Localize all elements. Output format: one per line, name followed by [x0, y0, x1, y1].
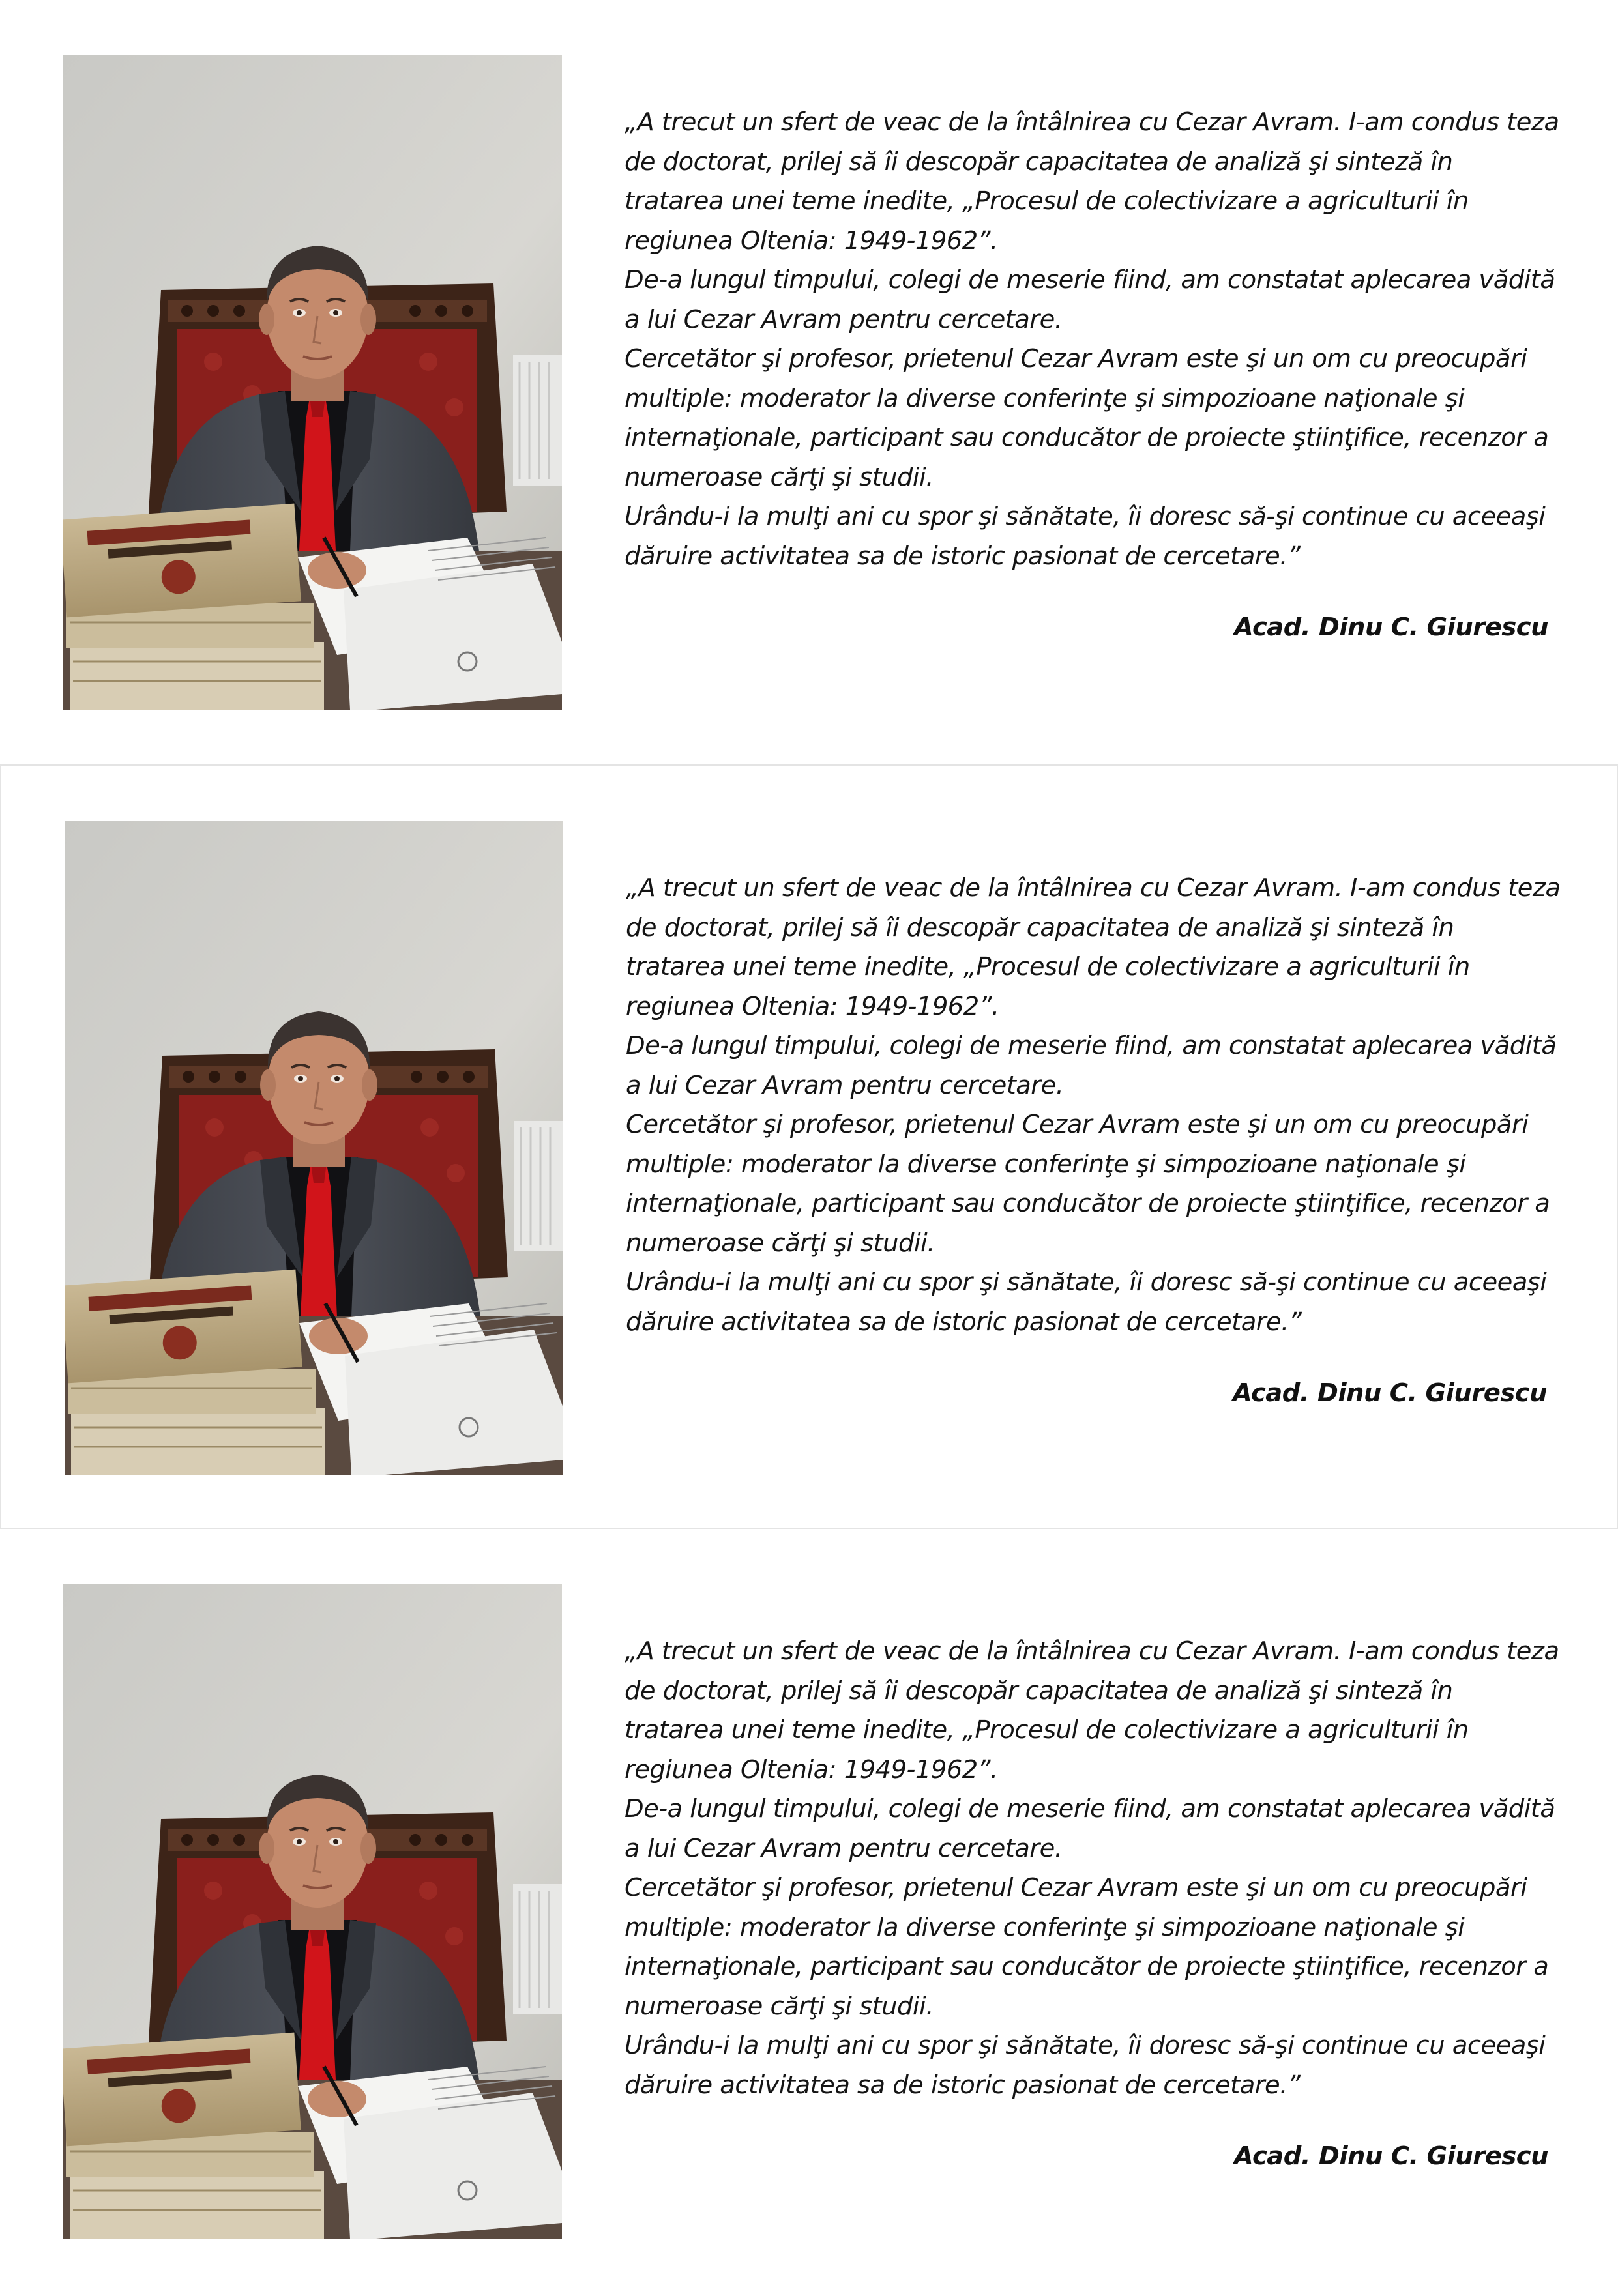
quote-line: multiple: moderator la diverse conferinţe şi simpozioane naţionale şi [626, 1149, 1466, 1179]
quote-card-1 [0, 0, 1618, 764]
quote-line: numeroase cărţi şi studii. [626, 1228, 935, 1258]
quote-line: internaţionale, participant sau conducător de proiecte ştiinţifice, recenzor a [625, 423, 1549, 452]
quote-card-3 [0, 1529, 1618, 2293]
quote-line: tratarea unei teme inedite, „Procesul de colectivizare a agriculturii în [625, 186, 1469, 216]
quote-line: a lui Cezar Avram pentru cercetare. [626, 1070, 1064, 1100]
quote-line: „A trecut un sfert de veac de la întâlnirea cu Cezar Avram. I-am condus teza [625, 1636, 1559, 1666]
quote-line: numeroase cărţi şi studii. [625, 462, 934, 492]
quote-line: a lui Cezar Avram pentru cercetare. [625, 304, 1063, 334]
portrait-photo [65, 821, 563, 1475]
quote-line: internaţionale, participant sau conducător de proiecte ştiinţifice, recenzor a [625, 1952, 1549, 1981]
quote-line: Cercetător şi profesor, prietenul Cezar Avram este şi un om cu preocupări [625, 1873, 1527, 1902]
quote-line: „A trecut un sfert de veac de la întâlnirea cu Cezar Avram. I-am condus teza [626, 873, 1561, 903]
quote-line: regiunea Oltenia: 1949-1962”. [625, 225, 998, 255]
quote-text [625, 103, 1559, 576]
quote-line: multiple: moderator la diverse conferinţe şi simpozioane naţionale şi [625, 383, 1465, 413]
quote-line: tratarea unei teme inedite, „Procesul de colectivizare a agriculturii în [626, 952, 1470, 981]
quote-line: Cercetător şi profesor, prietenul Cezar Avram este şi un om cu preocupări [626, 1110, 1529, 1139]
quote-line: Urându-i la mulţi ani cu spor şi sănătate, îi doresc să-şi continue cu aceeaşi [625, 2031, 1546, 2060]
quote-line: „A trecut un sfert de veac de la întâlnirea cu Cezar Avram. I-am condus teza [625, 108, 1559, 137]
quote-line: tratarea unei teme inedite, „Procesul de colectivizare a agriculturii în [625, 1715, 1469, 1745]
quote-line: Urându-i la mulţi ani cu spor şi sănătate, îi doresc să-şi continue cu aceeaşi [625, 502, 1546, 531]
quote-author: Acad. Dinu C. Giurescu [1232, 1378, 1547, 1408]
quote-line: dăruire activitatea sa de istoric pasionat de cercetare.” [625, 2070, 1301, 2100]
portrait-photo [63, 1584, 562, 2239]
quote-line: numeroase cărţi şi studii. [625, 1991, 934, 2021]
portrait-image [63, 55, 562, 710]
quote-text [625, 1632, 1559, 2105]
quote-line: de doctorat, prilej să îi descopăr capacitatea de analiză şi sinteză în [625, 147, 1453, 177]
quote-line: de doctorat, prilej să îi descopăr capacitatea de analiză şi sinteză în [626, 912, 1454, 942]
quote-line: regiunea Oltenia: 1949-1962”. [626, 991, 999, 1021]
quote-author: Acad. Dinu C. Giurescu [1233, 613, 1548, 642]
quote-text [626, 869, 1561, 1342]
quote-line: dăruire activitatea sa de istoric pasionat de cercetare.” [626, 1307, 1302, 1337]
quote-line: De-a lungul timpului, colegi de meserie fiind, am constatat aplecarea vădită [625, 265, 1555, 295]
quote-line: regiunea Oltenia: 1949-1962”. [625, 1754, 998, 1784]
quote-line: de doctorat, prilej să îi descopăr capacitatea de analiză şi sinteză în [625, 1676, 1453, 1706]
quote-line: a lui Cezar Avram pentru cercetare. [625, 1833, 1063, 1863]
portrait-image [63, 1584, 562, 2239]
portrait-image [65, 821, 563, 1475]
quote-line: De-a lungul timpului, colegi de meserie fiind, am constatat aplecarea vădită [626, 1031, 1557, 1060]
quote-line: dăruire activitatea sa de istoric pasionat de cercetare.” [625, 541, 1301, 571]
quote-card-2 [0, 764, 1618, 1529]
portrait-photo [63, 55, 562, 710]
quote-author: Acad. Dinu C. Giurescu [1233, 2142, 1548, 2171]
quote-line: internaţionale, participant sau conducător de proiecte ştiinţifice, recenzor a [626, 1189, 1550, 1218]
quote-line: Urându-i la mulţi ani cu spor şi sănătate, îi doresc să-şi continue cu aceeaşi [626, 1268, 1547, 1297]
quote-line: multiple: moderator la diverse conferinţe şi simpozioane naţionale şi [625, 1912, 1465, 1942]
quote-line: De-a lungul timpului, colegi de meserie fiind, am constatat aplecarea vădită [625, 1794, 1555, 1824]
quote-line: Cercetător şi profesor, prietenul Cezar Avram este şi un om cu preocupări [625, 344, 1527, 373]
